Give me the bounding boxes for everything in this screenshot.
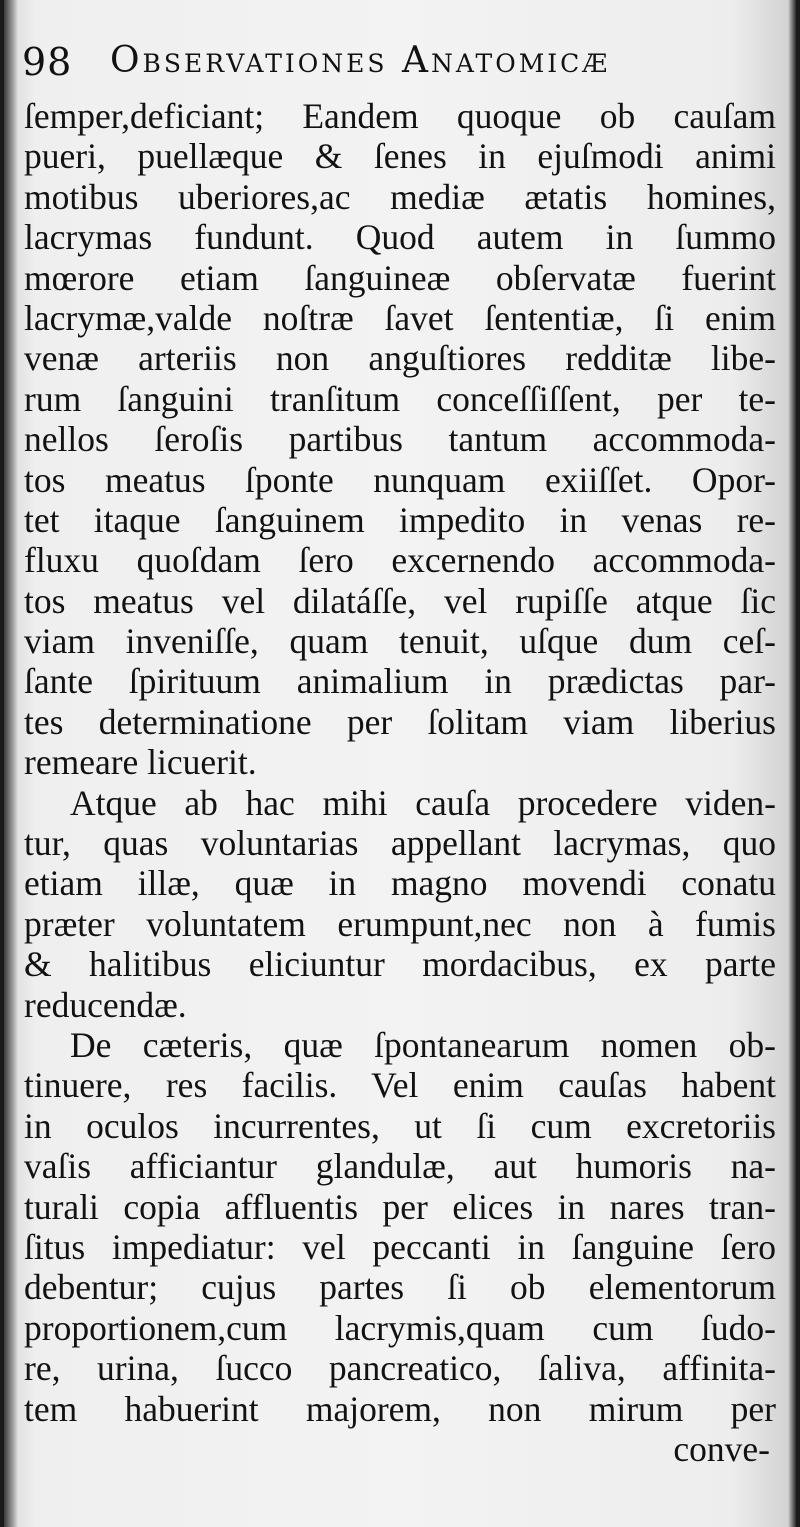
text-line: lacrymæ,valde noſtræ ſavet ſententiæ, ſi enim	[24, 297, 776, 338]
book-page	[4, 0, 796, 1527]
text-line: vaſis afficiantur glandulæ, aut humoris na-	[24, 1146, 776, 1187]
text-line: remeare licuerit.	[24, 742, 257, 783]
text-line: viam inveniſſe, quam tenuit, uſque dum ceſ-	[24, 621, 776, 662]
catchword: conve-	[673, 1428, 770, 1469]
text-line: ſante ſpirituum animalium in prædictas par-	[24, 661, 776, 702]
text-line: motibus uberiores,ac mediæ ætatis homines,	[24, 176, 776, 217]
text-line: mœrore etiam ſanguineæ obſervatæ fuerint	[24, 257, 776, 298]
text-line: etiam illæ, quæ in magno movendi conatu	[24, 863, 776, 904]
text-line: rum ſanguini tranſitum conceſſiſſent, per te-	[24, 378, 776, 419]
running-title: Observationes Anatomicæ	[110, 40, 611, 81]
text-line: tur, quas voluntarias appellant lacrymas, quo	[24, 823, 776, 864]
body-text	[24, 96, 776, 1469]
text-line: tem habuerint majorem, non mirum per	[24, 1388, 776, 1429]
text-line: pueri, puellæque & ſenes in ejuſmodi animi	[24, 136, 776, 177]
page-gutter-shadow	[4, 0, 18, 1527]
text-line: tes determinatione per ſolitam viam liberius	[24, 701, 776, 742]
text-line: turali copia affluentis per elices in nares tran-	[24, 1186, 776, 1227]
text-line: tos meatus vel dilatáſſe, vel rupiſſe atque ſic	[24, 580, 776, 621]
text-line: fluxu quoſdam ſero excernendo accommoda-	[24, 540, 776, 581]
text-line: in oculos incurrentes, ut ſi cum excretoriis	[24, 1105, 776, 1146]
text-line: De cæteris, quæ ſpontanearum nomen ob-	[70, 1024, 776, 1065]
text-line: tos meatus ſponte nunquam exiiſſet. Opor-	[24, 459, 776, 500]
page-number: 98	[22, 40, 73, 84]
text-line: proportionem,cum lacrymis,quam cum ſudo-	[24, 1307, 776, 1348]
text-line: lacrymas fundunt. Quod autem in ſummo	[24, 217, 776, 258]
text-line: tinuere, res facilis. Vel enim cauſas habent	[24, 1065, 776, 1106]
text-line: ſitus impediatur: vel peccanti in ſanguine ſero	[24, 1226, 776, 1267]
page-edge-shadow	[788, 0, 796, 1527]
text-line: & halitibus eliciuntur mordacibus, ex parte	[24, 944, 776, 985]
text-line: nellos ſeroſis partibus tantum accommoda-	[24, 419, 776, 460]
running-head	[22, 38, 782, 88]
text-line: re, urina, ſucco pancreatico, ſaliva, affinita-	[24, 1348, 776, 1389]
text-line: Atque ab hac mihi cauſa procedere viden-	[70, 782, 776, 823]
text-line: debentur; cujus partes ſi ob elementorum	[24, 1267, 776, 1308]
text-line: tet itaque ſanguinem impedito in venas re-	[24, 499, 776, 540]
text-line: venæ arteriis non anguſtiores redditæ libe-	[24, 338, 776, 379]
text-line: ſemper,deficiant; Eandem quoque ob cauſam	[24, 96, 776, 136]
text-line: reducendæ.	[24, 984, 187, 1025]
text-line: præter voluntatem erumpunt,nec non à fumis	[24, 903, 776, 944]
